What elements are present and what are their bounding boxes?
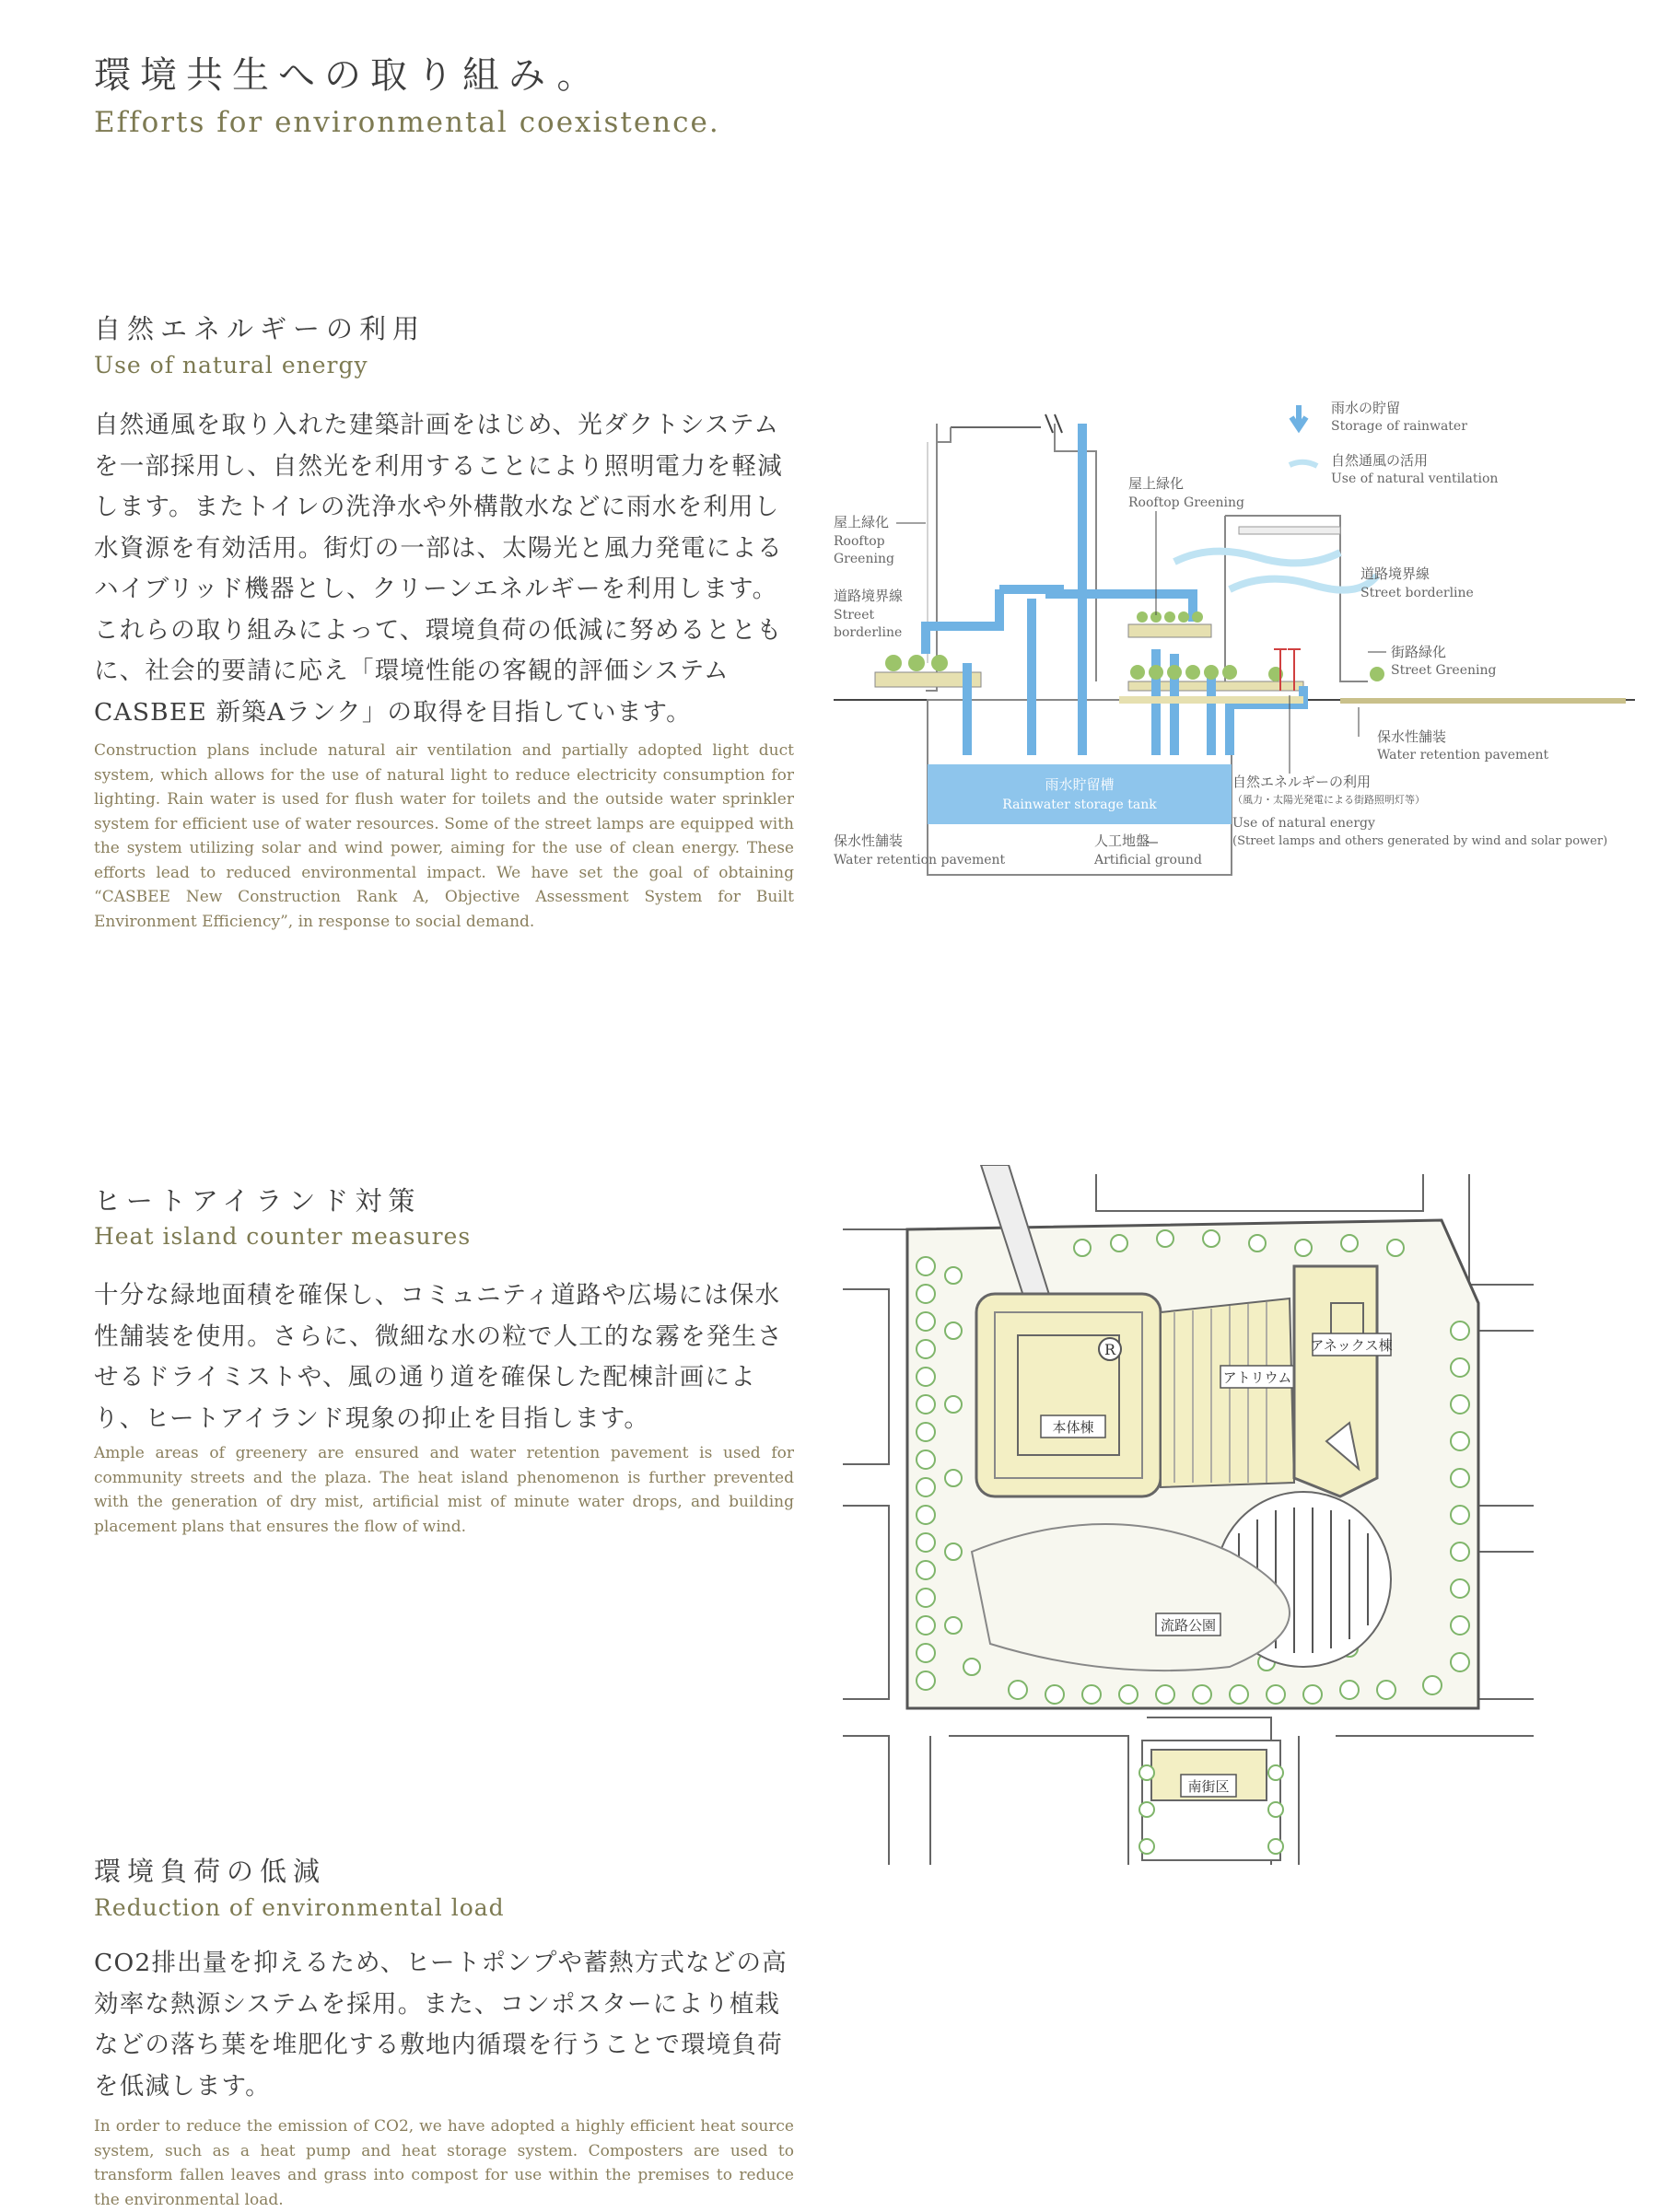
legend-rain-jp: 雨水の貯留 [1331,400,1401,416]
annex-building [1294,1266,1377,1496]
right-building-wall [1225,516,1368,681]
water-pave-right-jp: 保水性舗装 [1377,728,1447,745]
legend-vent-jp: 自然通風の活用 [1331,452,1429,469]
watering-label-en-2: establishments / [983,521,1075,534]
site-plan-map [834,1165,1543,1865]
roof-left-en-2: Greening [834,552,894,566]
watering-label-jp-1: 植栽への散水・ [983,466,1073,481]
street-left-jp: 道路境界線 [834,588,904,604]
page-subtitle: Efforts for environmental coexistence. [94,106,720,139]
section-heading-environmental-load: 環境負荷の低減 [94,1856,327,1887]
artificial-ground-en: Artificial ground [1094,853,1202,867]
center-planter [1128,624,1211,637]
roof-center-jp: 屋上緑化 [1128,475,1185,492]
south-block-label: 南街区 [1187,1778,1230,1795]
water-pave-right-en: Water retention pavement [1377,748,1549,763]
water-pave-left-en: Water retention pavement [834,853,1006,867]
section-body-en-environmental-load: In order to reduce the emission of CO2, we have adopted a highly efficient heat source system, such as a heat pump and heat storage system. Composters are used to transform fallen leaves and grass into compost for use within the premises to reduce the environmental load. [94,2117,794,2209]
center-tower-wall [1055,424,1096,681]
annex-label: アネックス棟 [1310,1337,1393,1354]
section-body-heat-island: 十分な緑地面積を確保し、コミュニティ道路や広場には保水性舗装を使用。さらに、微細な水の粒で人工的な霧を発生させるドライミストや、風の通り道を確保した配棟計画により、ヒートアイランド現象の抑止を目指します。 [94,1281,783,1433]
atrium-label: アトリウム [1222,1369,1292,1386]
rainwater-tank [928,764,1232,824]
street-green-jp: 街路緑化 [1391,644,1447,660]
natural-energy-label-sub: （風力・太陽光発電による街路照明灯等） [1232,794,1425,806]
natural-energy-section-diagram [824,387,1644,902]
rooftop-symbol-label: R [1103,1341,1116,1358]
section-body-en-heat-island: Ample areas of greenery are ensured and water retention pavement is used for community streets and the plaza. The heat island phenomenon is further prevented with the generation of dry mist, artificial mist of minute water drops, and building placement plans that ensures the flow of wind. [94,1444,794,1536]
ventilation-flow [1174,552,1377,590]
vent-legend-icon [1290,462,1317,466]
street-left-en-1: Street [834,608,875,623]
street-green-en: Street Greening [1391,663,1497,678]
natural-energy-label-jp: 自然エネルギーの利用 [1232,774,1372,790]
artificial-ground-jp: 人工地盤 [1094,832,1150,849]
watering-label-en-4: summer [983,553,1029,565]
section-heading-natural-energy: 自然エネルギーの利用 [94,313,426,344]
section-subheading-environmental-load: Reduction of environmental load [94,1894,505,1921]
atrium [1161,1298,1294,1487]
tank-label-jp: 雨水貯留槽 [1045,776,1115,793]
main-building-label: 本体棟 [1052,1419,1094,1436]
section-heading-heat-island: ヒートアイランド対策 [94,1185,422,1217]
tank-label-en: Rainwater storage tank [1002,797,1157,812]
roof-left-jp: 屋上緑化 [834,514,890,530]
street-left-en-2: borderline [834,625,903,640]
street-right-jp: 道路境界線 [1360,565,1430,582]
section-body-environmental-load: CO2排出量を抑えるため、ヒートポンプや蓄熱方式などの高効率な熱源システムを採用。また、コンポスターにより植栽などの落ち葉を堆肥化する敷地内循環を行うことで環境負荷を低減します。 [94,1949,788,2101]
natural-energy-label-en: Use of natural energy [1232,816,1375,831]
section-body-natural-energy: 自然通風を取り入れた建築計画をはじめ、光ダクトシステムを一部採用し、自然光を利用することにより照明電力を軽減します。またトイレの洗浄水や外構散水などに雨水を利用し水資源を有効活用。街灯の一部は、太陽光と風力発電によるハイブリッド機器とし、クリーンエネルギーを利用します。これらの取り組みによって、環境負荷の低減に努めるとともに、社会的要請に応え「環境性能の客観的評価システムCASBEE 新築Aランク」の取得を目指しています。 [94,411,783,727]
watering-label-jp-2: 夏場の打ち水 [983,484,1060,499]
street-right-en: Street borderline [1360,586,1474,600]
natural-energy-label-en-sub: (Street lamps and others generated by wind and solar power) [1232,834,1608,848]
legend-rain-en: Storage of rainwater [1331,419,1467,434]
section-subheading-heat-island: Heat island counter measures [94,1223,472,1250]
park-label: 流路公園 [1160,1617,1217,1634]
page-title: 環境共生への取り組み。 [94,54,603,97]
watering-label-en-1: Watering grass [983,506,1068,518]
roof-left-en-1: Rooftop [834,534,885,549]
roof-center-en: Rooftop Greening [1128,495,1244,510]
section-subheading-natural-energy: Use of natural energy [94,352,368,378]
watering-label-en-3: watering during [983,537,1074,550]
section-body-en-natural-energy: Construction plans include natural air ventilation and partially adopted light duct system, which allows for the use of natural light to reduce electricity consumption for lighting. Rain water is used for flush water for toilets and the outside water sprinkler system for efficient use of water resources. Some of the street lamps are equipped with the system utilizing solar and wind power, aiming for the use of clean energy. These efforts lead to reduced environmental impact. We have set the goal of obtaining “CASBEE New Construction Rank A, Objective Assessment System for Built Environment Efficiency”, in response to social demand. [94,741,794,931]
water-retention-pavement [1119,696,1303,704]
rain-legend-icon [1291,405,1306,428]
legend-vent-en: Use of natural ventilation [1331,472,1499,486]
water-pave-left-jp: 保水性舗装 [834,832,904,849]
